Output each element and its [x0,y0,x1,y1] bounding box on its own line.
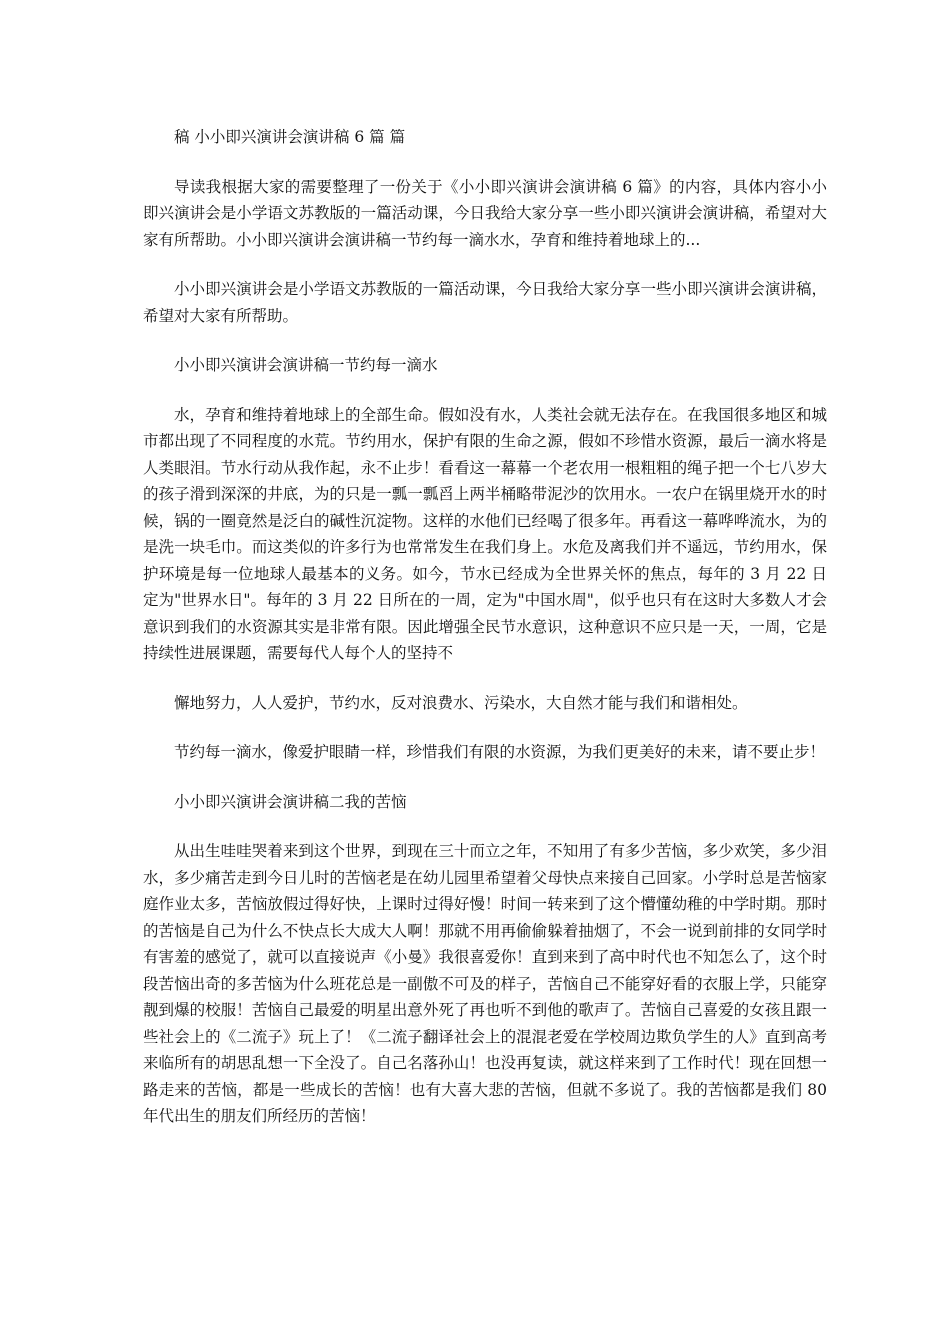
section-heading-1: 小小即兴演讲会演讲稿一节约每一滴水 [174,356,438,374]
document-body [143,124,827,1153]
body-paragraph: 懈地努力，人人爱护，节约水，反对浪费水、污染水，大自然才能与我们和谐相处。 [174,693,748,712]
body-paragraph: 水，孕育和维持着地球上的全部生命。假如没有水，人类社会就无法存在。在我国很多地区和城市都出现了不同程度的水荒。节约用水，保护有限的生命之源，假如不珍惜水资源，最后一滴水将是人类眼泪。节水行动从我作起，永不止步！看看这一幕幕一个老农用一根粗粗的绳子把一个七八岁大的孩子滑到深深的井底，为的只是一瓢一瓢舀上两半桶略带泥沙的饮用水。一农户在锅里烧开水的时候，锅的一圈竟然是泛白的碱性沉淀物。这样的水他们已经喝了很多年。再看这一幕哗哗流水，为的是洗一块毛巾。而这类似的许多行为也常常发生在我们身上。水危及离我们并不遥远，节约用水，保护环境是每一位地球人最基本的义务。如今，节水已经成为全世界关怀的焦点，每年的 3 月 22 日定为"世界水日"。每年的 3 月 22 日所在的一周，定为"中国水周"，似乎也只有在这时大多数人才会意识到我们的水资源其实是非常有限。因此增强全民节水意识，这种意识不应只是一天，一周，它是持续性进展课题，需要每代人每个人的坚持不 [143,405,827,662]
section-heading-2: 小小即兴演讲会演讲稿二我的苦恼 [174,792,407,811]
intro-paragraph: 导读我根据大家的需要整理了一份关于《小小即兴演讲会演讲稿 6 篇》的内容，具体内容小小即兴演讲会是小学语文苏教版的一篇活动课，今日我给大家分享一些小即兴演讲会演讲稿，希望对大家有所帮助。小小即兴演讲会演讲稿一节约每一滴水水，孕育和维持着地球上的... [143,177,827,249]
document-title: 稿 小小即兴演讲会演讲稿 6 篇 篇 [174,128,406,146]
body-paragraph: 从出生哇哇哭着来到这个世界，到现在三十而立之年，不知用了有多少苦恼，多少欢笑，多少泪水，多少痛苦走到今日儿时的苦恼老是在幼儿园里希望着父母快点来接自己回家。小学时总是苦恼家庭作业太多，苦恼放假过得好快，上课时过得好慢！时间一转来到了这个懵懂幼稚的中学时期。那时的苦恼是自己为什么不快点长大成大人啊！那就不用再偷偷躲着抽烟了，不会一说到前排的女同学时有害羞的感觉了，就可以直接说声《小曼》我很喜爱你！直到来到了高中时代也不知怎么了，这个时段苦恼出奇的多苦恼为什么班花总是一副傲不可及的样子，苦恼自己不能穿好看的衣服上学，只能穿靓到爆的校服！苦恼自己最爱的明星出意外死了再也听不到他的歌声了。苦恼自己喜爱的女孩且跟一些社会上的《二流子》玩上了！《二流子翻译社会上的混混老爱在学校周边欺负学生的人》直到高考来临所有的胡思乱想一下全没了。自己名落孙山！也没再复读，就这样来到了工作时代！现在回想一路走来的苦恼，都是一些成长的苦恼！也有大喜大悲的苦恼，但就不多说了。我的苦恼都是我们 80 年代出生的朋友们所经历的苦恼！ [143,842,827,1125]
body-paragraph: 节约每一滴水，像爱护眼睛一样，珍惜我们有限的水资源，为我们更美好的未来，请不要止步！ [174,743,826,761]
summary-paragraph: 小小即兴演讲会是小学语文苏教版的一篇活动课，今日我给大家分享一些小即兴演讲会演讲稿，希望对大家有所帮助。 [143,280,827,325]
